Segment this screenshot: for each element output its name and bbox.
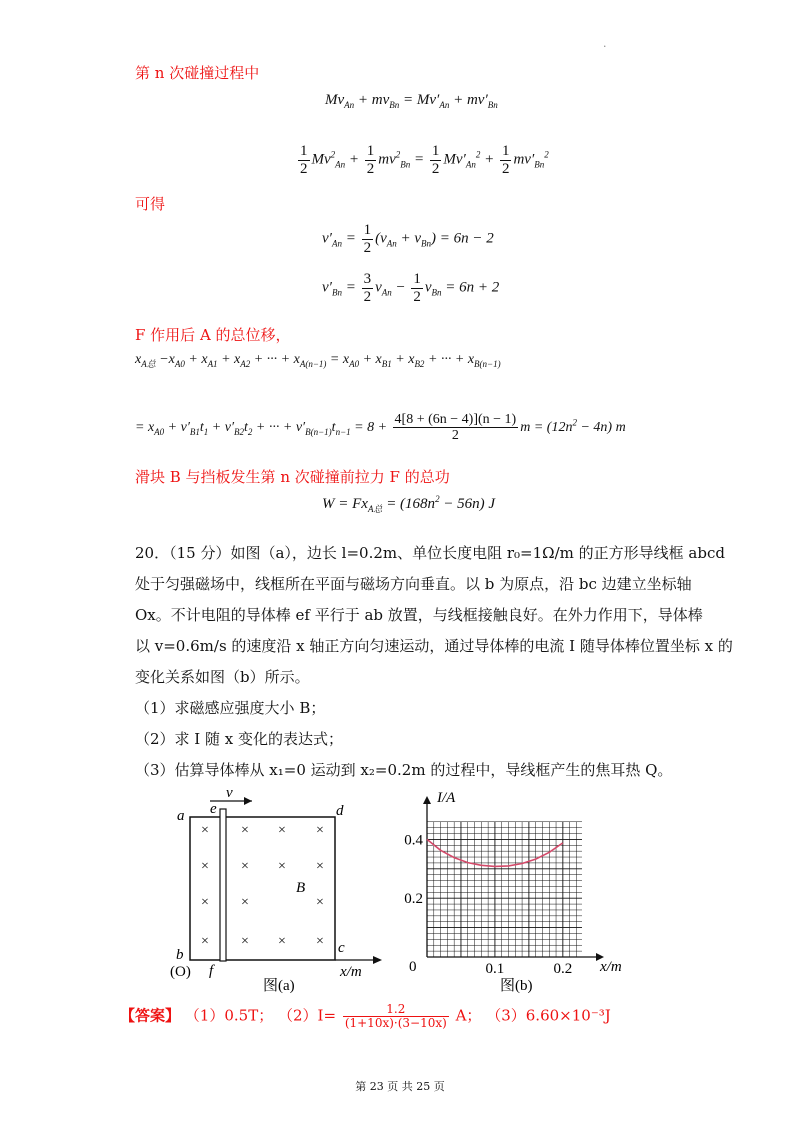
equation-vB-prime: $v'_{Bn}$ = $\frac{3}{2}$ $v_{An}$ − $\frac{1}{2}$ $v_{Bn} = 6n + 2$: [322, 271, 500, 305]
figure-b: [395, 785, 645, 995]
stem-line: 变化关系如图（b）所示。: [135, 668, 310, 686]
label-B: B: [296, 880, 306, 896]
y-axis-label: I/A: [437, 790, 456, 806]
label-v: v: [226, 785, 233, 801]
question-1: （1）求磁感应强度大小 B；: [135, 699, 326, 717]
equation-vA-prime: $v'_{An}$ = $\frac{1}{2}$ $(v_{An} + v_{Bn}) = 6n - 2$: [322, 222, 494, 256]
x-tick-label: 0.1: [485, 961, 505, 977]
problem-stem: [135, 538, 733, 786]
svg-text:×: ×: [316, 895, 324, 910]
y-axis-arrowhead: [423, 796, 431, 804]
wire-frame: [190, 817, 335, 960]
svg-text:×: ×: [316, 934, 324, 949]
label-d: d: [336, 803, 344, 819]
svg-text:×: ×: [241, 859, 249, 874]
label-f: f: [209, 963, 214, 979]
question-3: （3）估算导体棒从 x₁=0 运动到 x₂=0.2m 的过程中，导线框产生的焦耳热 Q。: [135, 761, 673, 779]
answer-part2-fraction: $\frac{1.2}{(1+10x)\cdot(3-10x)}$: [344, 1002, 447, 1031]
label-origin: (O): [170, 964, 191, 980]
page-footer: 第 23 页 共 25 页: [355, 1080, 445, 1093]
heading-total-displacement: F 作用后 A 的总位移，: [135, 326, 291, 344]
chart-axes: [423, 796, 604, 961]
answer-part1: （1）0.5T；: [184, 1006, 274, 1025]
corner-mark: ·: [603, 40, 607, 53]
caption-b: 图(b): [500, 978, 533, 994]
equation-work: $W = Fx_{A总} = (168n^2 - 56n)$ J: [322, 494, 496, 514]
stem-line: 处于匀强磁场中，线框所在平面与磁场方向垂直。以 b 为原点，沿 bc 边建立坐标轴: [135, 575, 692, 593]
heading-so: 可得: [135, 195, 166, 213]
figure-a: [160, 785, 390, 995]
answer-tag: 【答案】: [120, 1006, 181, 1025]
question-2: （2）求 I 随 x 变化的表达式；: [135, 730, 344, 748]
svg-text:×: ×: [278, 934, 286, 949]
svg-text:×: ×: [241, 895, 249, 910]
y-tick-label: 0.2: [404, 891, 423, 908]
label-e: e: [210, 801, 217, 817]
caption-a: 图(a): [263, 978, 295, 994]
label-c: c: [338, 940, 345, 956]
heading-work-total: 滑块 B 与挡板发生第 n 次碰撞前拉力 F 的总功: [135, 468, 450, 486]
svg-text:×: ×: [201, 859, 209, 874]
equation-momentum: $Mv_{An} + mv_{Bn} = Mv'_{An} + mv'_{Bn}$: [325, 92, 498, 110]
chart-grid: [427, 822, 582, 957]
answer-part2-suffix: A；: [455, 1006, 482, 1025]
svg-text:×: ×: [201, 823, 209, 838]
x-axis-label: x/m: [600, 959, 622, 975]
label-a: a: [177, 808, 185, 824]
stem-line: 20．（15 分）如图（a），边长 l=0.2m、单位长度电阻 r₀=1Ω/m 的正方形导线框 abcd: [135, 544, 725, 562]
svg-text:×: ×: [241, 823, 249, 838]
svg-text:×: ×: [278, 823, 286, 838]
stem-line: Ox。不计电阻的导体棒 ef 平行于 ab 放置，与线框接触良好。在外力作用下，导体棒: [135, 606, 703, 624]
svg-text:×: ×: [201, 895, 209, 910]
conducting-rod: [220, 809, 226, 961]
label-x-axis: x/m: [340, 964, 362, 980]
y-tick-label: 0.4: [404, 832, 423, 849]
equation-energy: $\frac{1}{2}$ $Mv^2_{An}$ + $\frac{1}{2}$ $mv^2_{Bn}$ = $\frac{1}{2}$ $Mv'_{An}^2$ + $\frac{1}{2}$ $mv'_{Bn}^2$: [300, 143, 549, 177]
equation-x-total-2: = $x_{A0} + v'_{B1}t_1 + v'_{B2}t_2$ + ··· + $v'_{B(n-1)}t_{n-1} = 8$ + $\frac{4[8 + (6n - 4)](n - 1)}{2}$ $m = (12n^2 - 4n)$ m: [135, 412, 626, 444]
answer-part3: （3）6.60×10⁻³J: [486, 1006, 611, 1025]
svg-text:×: ×: [316, 859, 324, 874]
label-b: b: [176, 947, 184, 963]
heading-nth-collision: 第 n 次碰撞过程中: [135, 64, 260, 82]
x-tick-label: 0.2: [553, 961, 573, 977]
svg-text:×: ×: [201, 934, 209, 949]
svg-text:×: ×: [278, 859, 286, 874]
answer-line: [120, 1003, 611, 1030]
stem-line: 以 v=0.6m/s 的速度沿 x 轴正方向匀速运动，通过导体棒的电流 I 随导体棒位置坐标 x 的: [135, 637, 733, 655]
origin-label: 0: [409, 959, 417, 975]
svg-text:×: ×: [241, 934, 249, 949]
equation-x-total-1: $x_{A总} -x_{A0} + x_{A1} + x_{A2}$ + ··· + $x_{A(n-1)} = x_{A0} + x_{B1} + x_{B2}$ + ··· + $x_{B(n-1)}$: [135, 352, 501, 369]
answer-part2-prefix: （2）I=: [277, 1006, 337, 1025]
svg-text:×: ×: [316, 823, 324, 838]
